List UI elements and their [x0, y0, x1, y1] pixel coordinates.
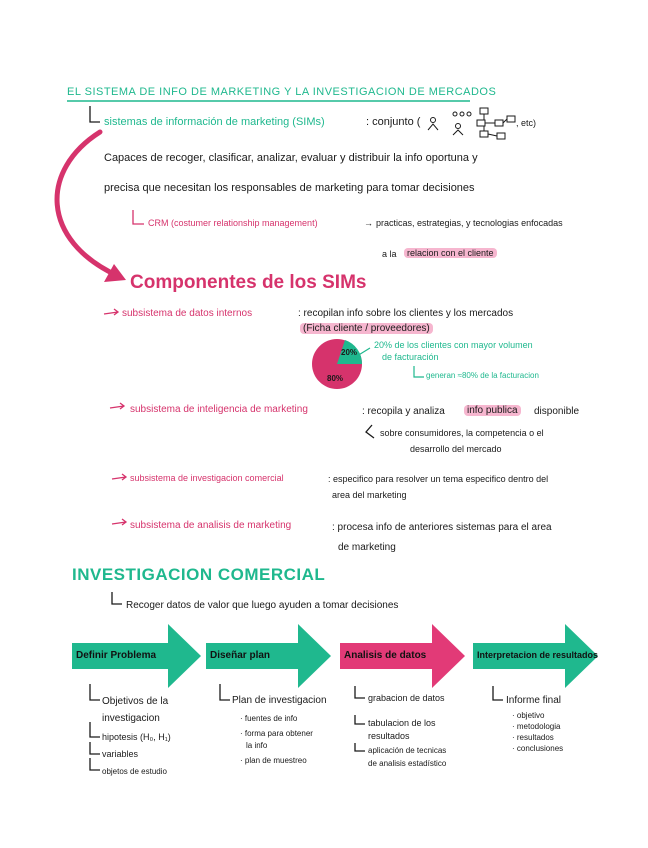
step3-label: Analisis de datos	[344, 650, 427, 661]
analysis-text2: de marketing	[338, 542, 396, 553]
bullet-arrow-icon	[112, 474, 126, 480]
step2-item: · fuentes de info	[240, 714, 298, 723]
components-title: Componentes de los SIMs	[130, 272, 367, 293]
internal-text: : recopilan info sobre los clientes y los mercados	[298, 308, 514, 319]
crm-highlight: relacion con el cliente	[404, 248, 497, 258]
bullet-arrow-icon	[110, 403, 124, 409]
step1-item: investigacion	[102, 713, 160, 724]
step4-label: Interpretacion de resultados	[477, 650, 599, 660]
analysis-label: subsistema de analisis de marketing	[130, 520, 292, 531]
step1-item: variables	[102, 749, 139, 759]
research-label: subsistema de investigacion comercial	[130, 473, 284, 483]
step1-item: hipotesis (H₀, H₁)	[102, 732, 171, 742]
intel-text-suffix: disponible	[534, 406, 580, 417]
crm-text2-prefix: a la	[382, 249, 397, 259]
investigacion-title: INVESTIGACION COMERCIAL	[72, 565, 326, 584]
step1-item: Objetivos de la	[102, 696, 169, 707]
sims-etc: , etc)	[516, 118, 537, 128]
step2-item: la info	[246, 741, 268, 750]
intel-highlight: info publica	[464, 405, 521, 416]
step3-arrow-icon	[355, 686, 365, 698]
step1-label: Definir Problema	[76, 650, 157, 661]
analysis-text1: : procesa info de anteriores sistemas para el area	[332, 522, 552, 533]
pie-note3: generan ≈80% de la facturacion	[426, 371, 539, 380]
crm-arrow-glyph: →	[364, 218, 373, 228]
step2-item: · forma para obtener	[240, 729, 313, 738]
sims-line2: precisa que necesitan los responsables de marketing para tomar decisiones	[104, 182, 475, 194]
bullet-arrow-icon	[104, 309, 118, 315]
pie-note2: de facturación	[382, 352, 439, 362]
intel-sub2: desarrollo del mercado	[410, 444, 502, 454]
intel-sub1: sobre consumidores, la competencia o el	[380, 428, 544, 438]
step1-arrow-icon	[90, 684, 100, 700]
step4-item: · objetivo	[512, 711, 545, 720]
page-title: EL SISTEMA DE INFO DE MARKETING Y LA INVESTIGACION DE MERCADOS	[67, 86, 497, 98]
investigacion-subtitle: Recoger datos de valor que luego ayuden a tomar decisiones	[126, 600, 399, 611]
pie-note-sub-arrow-icon	[414, 366, 424, 377]
crm-text: practicas, estrategias, y tecnologias enfocadas	[376, 218, 563, 228]
step4-item: · metodologia	[512, 722, 561, 731]
intel-sub-arrow-icon	[366, 425, 374, 438]
internal-label: subsistema de datos internos	[122, 308, 253, 319]
step2-arrow-icon	[220, 684, 230, 700]
step4-arrow-icon	[493, 686, 503, 700]
step3-item: resultados	[368, 731, 410, 741]
crm-label: CRM (costumer relationship management)	[148, 218, 318, 228]
step3-arrow-icon	[355, 743, 365, 751]
crm-arrow-icon	[133, 210, 144, 224]
step2-label: Diseñar plan	[210, 650, 271, 661]
step3-item: grabacion de datos	[368, 693, 445, 703]
research-text2: area del marketing	[332, 490, 407, 500]
sims-label: sistemas de información de marketing (SIMs)	[104, 116, 325, 128]
step3-item: tabulacion de los	[368, 718, 436, 728]
sims-line1: Capaces de recoger, clasificar, analizar, evaluar y distribuir la info oportuna y	[104, 152, 478, 164]
inv-arrow-icon	[112, 592, 122, 604]
step3-item: aplicación de tecnicas	[368, 746, 447, 755]
network-icon	[477, 108, 515, 139]
step4-item: Informe final	[506, 695, 562, 706]
step4-item: · conclusiones	[512, 744, 564, 753]
step3-item: de analisis estadístico	[368, 759, 447, 768]
sims-arrow-icon	[90, 106, 100, 122]
people-icon	[428, 112, 471, 135]
step3-arrow-icon	[355, 715, 365, 724]
step1-arrow-icon	[90, 758, 100, 770]
step1-item: objetos de estudio	[102, 767, 167, 776]
step1-arrow-icon	[90, 722, 100, 737]
intel-label: subsistema de inteligencia de marketing	[130, 404, 308, 415]
pie-small-label: 20%	[341, 348, 358, 357]
sims-colon-text: : conjunto (	[366, 116, 421, 128]
internal-sub: (Ficha cliente / proveedores)	[300, 323, 433, 334]
step2-item: · plan de muestreo	[240, 756, 307, 765]
research-text1: : especifico para resolver un tema especifico dentro del	[328, 474, 549, 484]
step4-item: · resultados	[512, 733, 554, 742]
step2-item: Plan de investigacion	[232, 695, 327, 706]
pie-big-label: 80%	[327, 374, 344, 383]
intel-text-prefix: : recopila y analiza	[362, 406, 445, 417]
bullet-arrow-icon	[112, 519, 126, 525]
pie-note1: 20% de los clientes con mayor volumen	[374, 340, 533, 350]
step1-arrow-icon	[90, 742, 100, 754]
